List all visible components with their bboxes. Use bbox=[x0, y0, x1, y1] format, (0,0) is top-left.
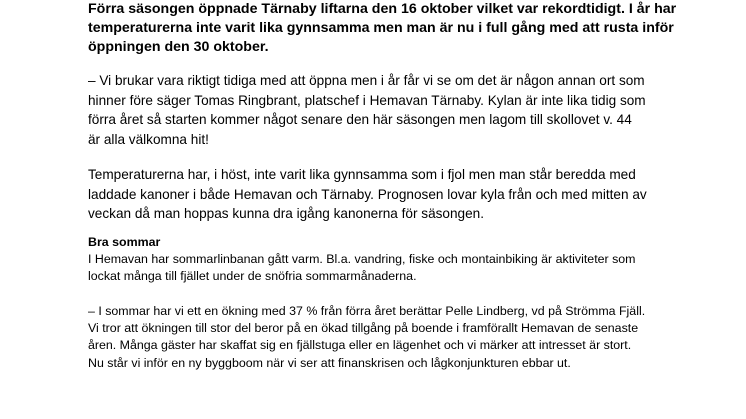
text-line: – Vi brukar vara riktigt tidiga med att öppna men i år får vi se om det är någon annan ort som bbox=[88, 73, 645, 88]
summer-paragraph bbox=[88, 251, 636, 285]
quote-paragraph-pelle bbox=[88, 303, 645, 372]
text-line: – I sommar har vi ett en ökning med 37 % från förra året berättar Pelle Lindberg, vd på Strömma Fjäll. bbox=[88, 304, 646, 318]
lead-line: öppningen den 30 oktober. bbox=[88, 39, 269, 55]
section-heading: Bra sommar bbox=[88, 235, 161, 249]
text-line: förra året så starten kommer något senare den här säsongen men lagom till skollovet v. 44 bbox=[88, 112, 632, 127]
text-line: veckan då man hoppas kunna dra igång kanonerna för säsongen. bbox=[88, 206, 485, 221]
text-line: Temperaturerna har, i höst, inte varit lika gynnsamma som i fjol men man står beredda med bbox=[88, 167, 636, 182]
text-line: är alla välkomna hit! bbox=[88, 131, 209, 147]
lead-paragraph bbox=[88, 0, 676, 57]
lead-line: temperaturerna inte varit lika gynnsamma men man är nu i full gång med att rusta inför bbox=[88, 20, 674, 36]
temperature-paragraph bbox=[88, 165, 647, 224]
text-line: I Hemavan har sommarlinbanan gått varm. Bl.a. vandring, fiske och montainbiking är aktiviteter som bbox=[88, 252, 636, 266]
text-line: laddade kanoner i både Hemavan och Tärnaby. Prognosen lovar kyla från och med mitten av bbox=[88, 186, 647, 202]
text-line: hinner före säger Tomas Ringbrant, platschef i Hemavan Tärnaby. Kylan är inte lika tidig som bbox=[88, 92, 646, 108]
text-line: Nu står vi inför en ny byggboom när vi ser att finanskrisen och lågkonjunkturen ebbar ut. bbox=[88, 355, 571, 370]
text-line: lockat många till fjället under de snöfria sommarmånaderna. bbox=[88, 269, 417, 284]
text-line: Vi tror att ökningen till stor del beror på en ökad tillgång på boende i framförallt Hemavan de senaste bbox=[88, 321, 639, 336]
quote-paragraph-tomas bbox=[88, 71, 646, 149]
lead-line: Förra säsongen öppnade Tärnaby liftarna den 16 oktober vilket var rekordtidigt. I år har bbox=[88, 1, 677, 17]
text-line: åren. Många gäster har skaffat sig en fjällstuga eller en lägenhet och vi märker att intresset är stort. bbox=[88, 338, 632, 353]
